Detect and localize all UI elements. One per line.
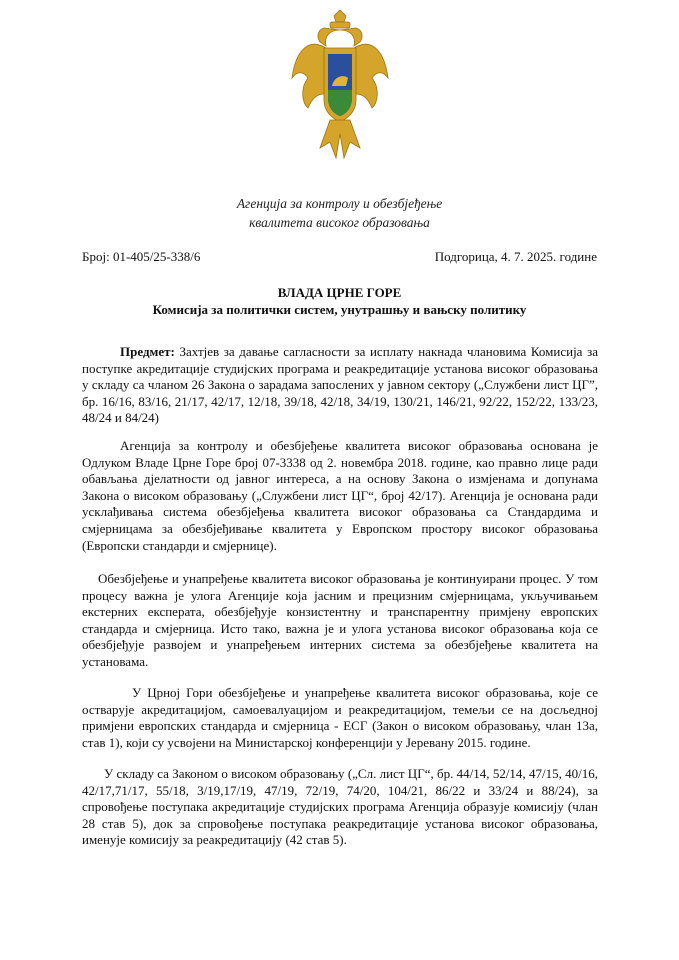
agency-name-line1: Агенција за контролу и обезбјеђење xyxy=(236,196,443,211)
agency-name-line2: квалитета високог образовања xyxy=(249,215,430,230)
recipient-line1: ВЛАДА ЦРНЕ ГОРЕ xyxy=(277,285,402,300)
subject-paragraph xyxy=(82,344,598,427)
body-paragraph-2: Обезбјеђење и унапређење квалитета високог образовања је континуирани процес. У том процесу важна је улога Агенције која јасним и прецизним смјерницама, укључивањем екстерних експерата, обезбјеђује конзистентну и транспарентну примјену европских стандарда и смјерница. Исто тако, важна је и улога установа високог образовања која се обезбјеђује развојем и унапређењем интерних система за обезбјеђење квалитета на установама. xyxy=(82,571,598,669)
agency-name xyxy=(0,194,679,232)
body-paragraph-4: У складу са Законом о високом образовању („Сл. лист ЦГ“, бр. 44/14, 52/14, 47/15, 40/16, 42/17,71/17, 55/18, 3/19,17/19, 47/19, 72/19, 74/20, 104/21, 86/22 и 33/24 и 88/24), за спровођење поступака акредитације студијских програма Агенција образује комисију (члан 28 став 5), док за спровођење поступака реакредитације установа високог образовања, именује комисију за реакредитацију (42 став 5). xyxy=(82,766,598,848)
recipient-line2: Комисија за политички систем, унутрашњу и вањску политику xyxy=(152,302,527,317)
subject-text: Захтјев за давање сагласности за исплату накнада члановима Комисија за поступке акредитације студијских програма и реакредитације установа високог образовања у складу са чланом 26 Закона о зарадама запослених у јавном сектору („Службени лист ЦГ”, бр. 16/16, 83/16, 21/17, 42/17, 12/18, 39/18, 42/18, 34/19, 130/21, 146/21, 92/22, 152/22, 133/23, 48/24 и 84/24) xyxy=(82,344,598,426)
document-date: Подгорица, 4. 7. 2025. године xyxy=(434,249,597,264)
subject-label: Предмет: xyxy=(120,344,175,359)
body-paragraph-3: У Црној Гори обезбјеђење и унапређење квалитета високог образовања, које се остварује акредитацијом, самоевалуацијом и реакредитацијом, темељи се на досљедној примјени европских стандарда и смјерница - ЕСГ (Закон о високом образовању, члан 13а, став 1), који су усвојени на Министарској конференцији у Јеревану 2015. године. xyxy=(82,685,598,750)
reference-number: Број: 01-405/25-338/6 xyxy=(82,249,201,264)
coat-of-arms-icon xyxy=(290,8,390,168)
body-paragraph-1: Агенција за контролу и обезбјеђење квалитета високог образовања основана је Одлуком Владе Црне Горе број 07-3338 од 2. новембра 2018. године, као правно лице ради обављања дјелатности од јавног интереса, а на основу Закона о измјенама и допунама Закона о високом образовању („Службени лист ЦГ“, број 42/17). Агенција је основана ради усклађивања система обезбјеђења квалитета високог образовања са Стандардима и смјерницама за обезбјеђивање квалитета у Европском простору високог образовања (Европски стандарди и смјернице). xyxy=(82,438,598,553)
